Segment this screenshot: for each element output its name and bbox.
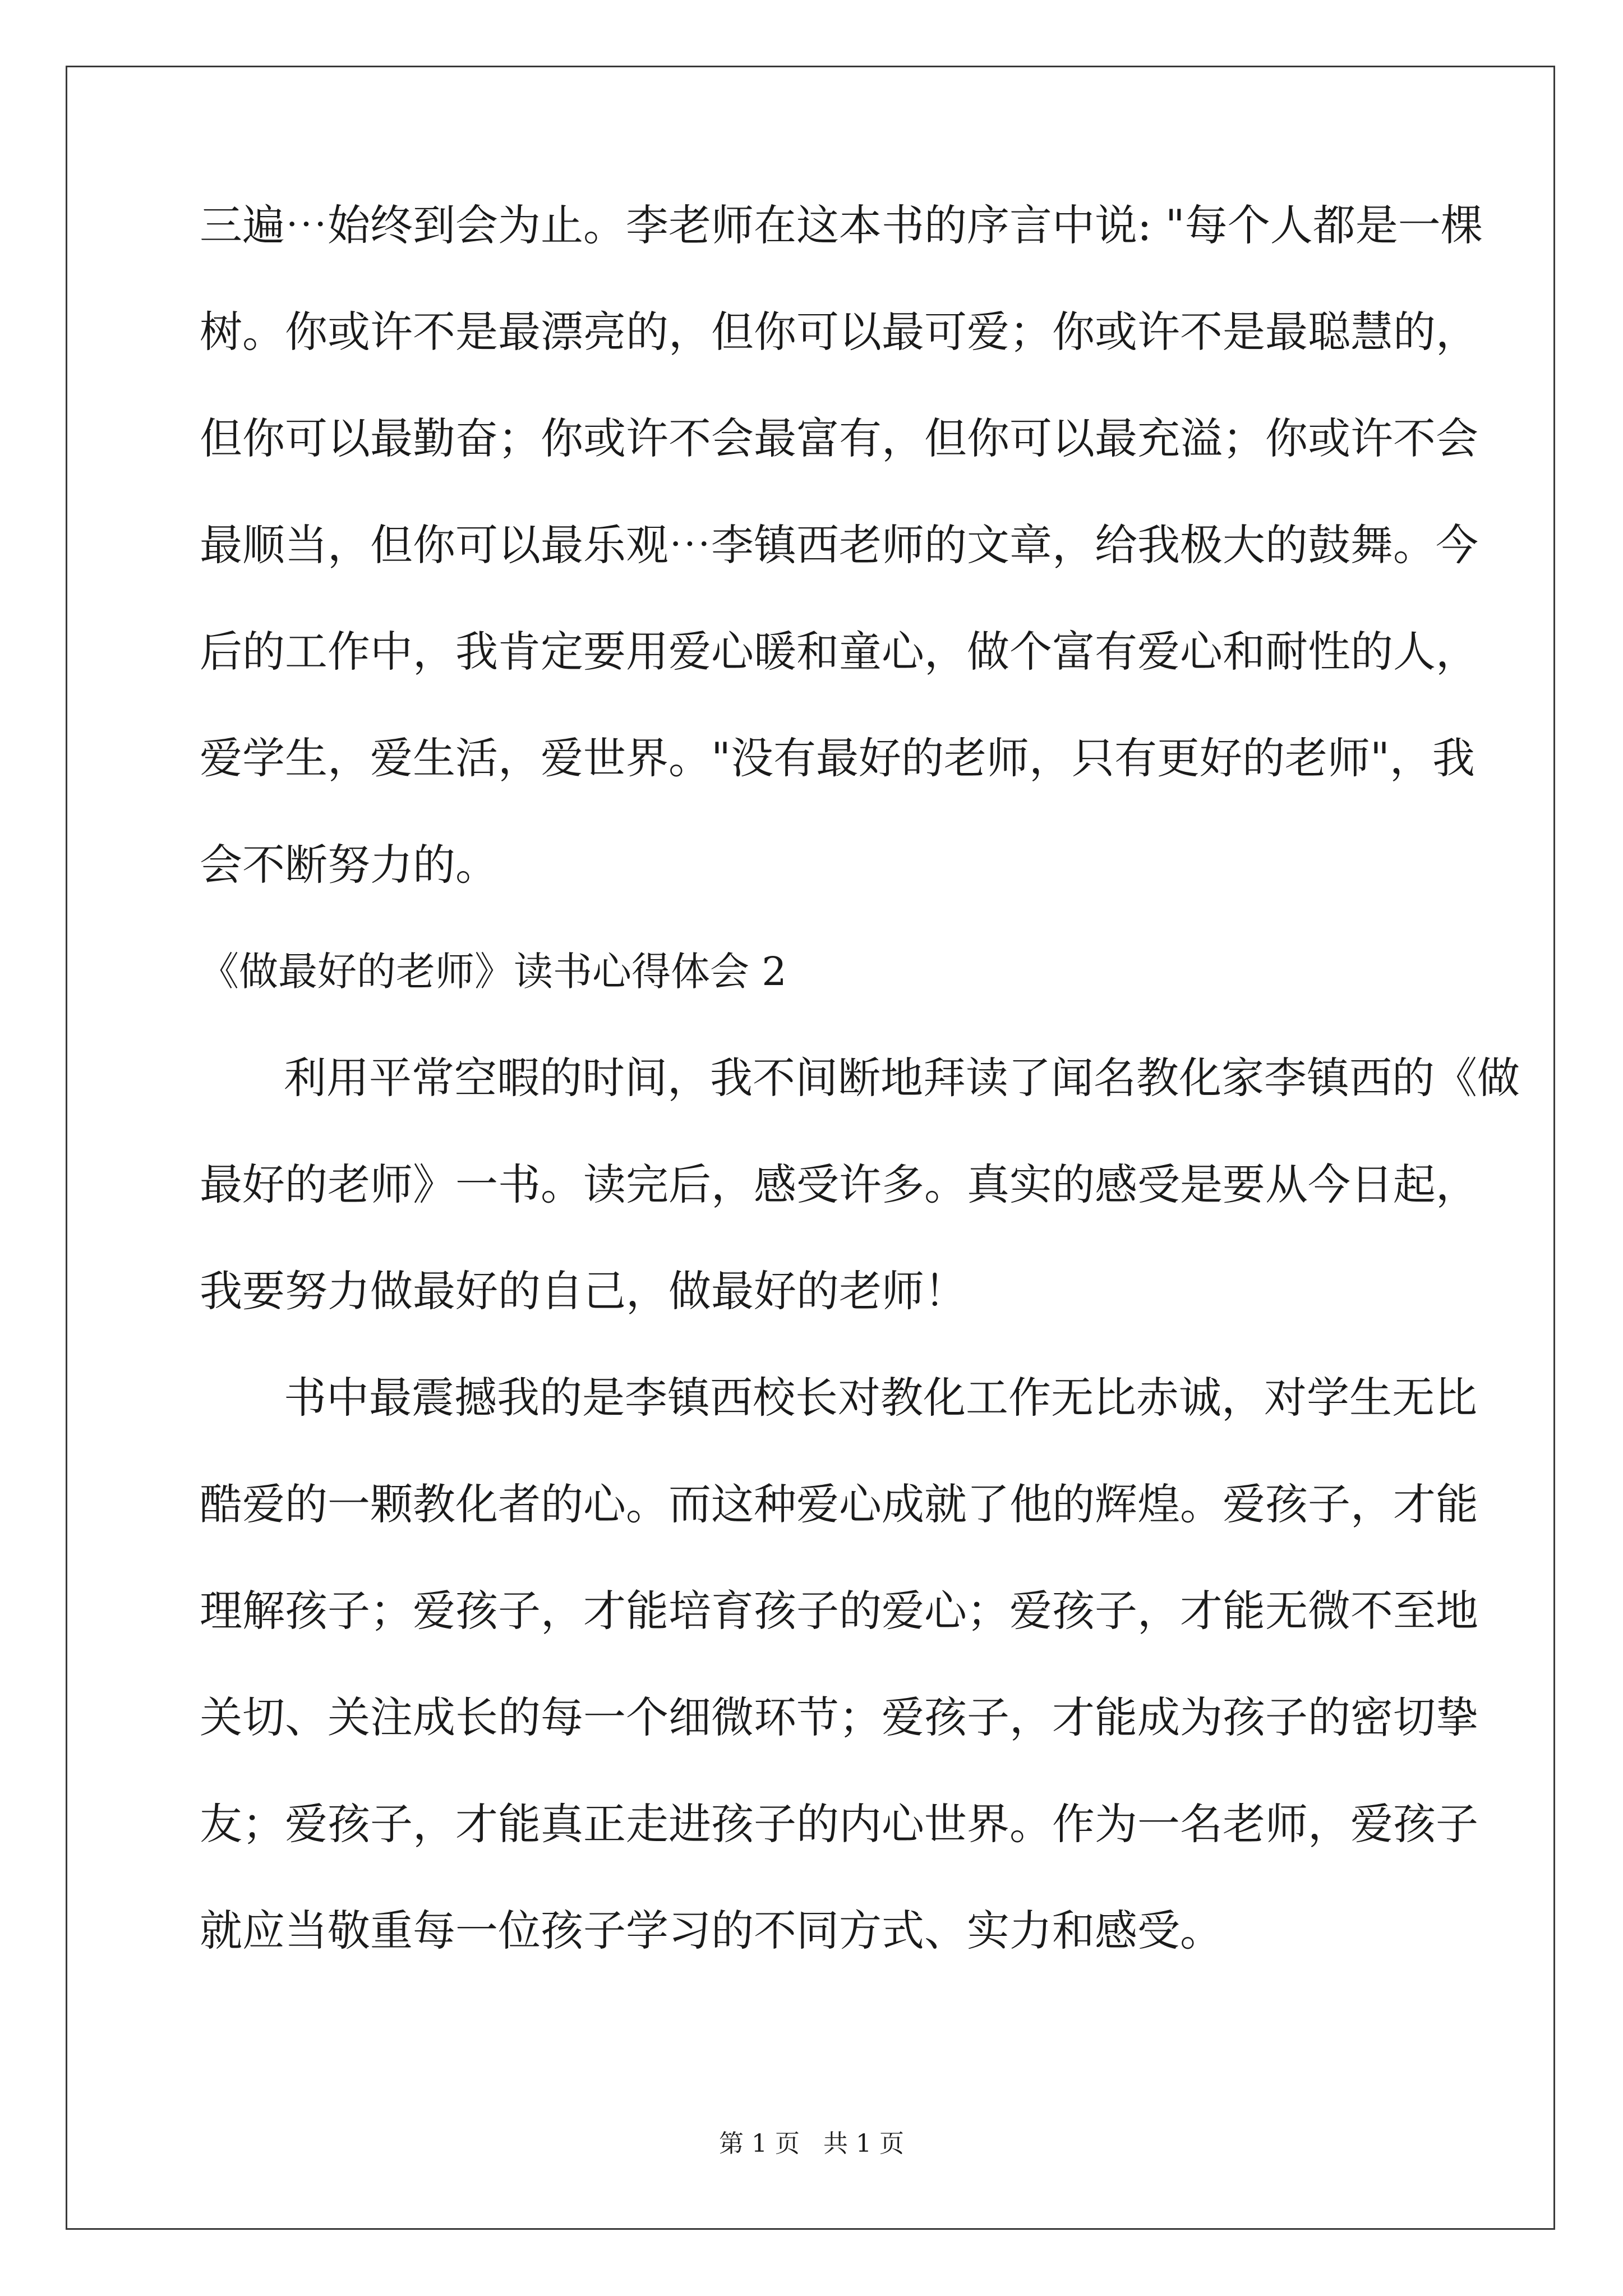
text-line: 树。你或许不是最漂亮的，但你可以最可爱；你或许不是最聪慧的，	[200, 307, 1478, 357]
text-line: 但你可以最勤奋；你或许不会最富有，但你可以最充溢；你或许不会	[200, 413, 1478, 463]
paragraph-line: 理解孩子；爱孩子，才能培育孩子的爱心；爱孩子，才能无微不至地	[200, 1586, 1478, 1636]
page-footer: 第 1 页 共 1 页	[719, 2129, 904, 2158]
paragraph-line: 利用平常空暇的时间，我不间断地拜读了闻名教化家李镇西的《做	[284, 1053, 1520, 1103]
paragraph-line: 书中最震撼我的是李镇西校长对教化工作无比赤诚，对学生无比	[284, 1373, 1477, 1423]
text-line: 最顺当，但你可以最乐观⋯李镇西老师的文章，给我极大的鼓舞。今	[200, 520, 1478, 570]
section-title: 《做最好的老师》读书心得体会 2	[200, 949, 787, 995]
text-line: 三遍⋯始终到会为止。李老师在这本书的序言中说: "每个人都是一棵	[200, 200, 1483, 250]
paragraph-line: 友；爱孩子，才能真正走进孩子的内心世界。作为一名老师，爱孩子	[200, 1799, 1478, 1849]
paragraph-line: 我要努力做最好的自己，做最好的老师！	[200, 1266, 967, 1316]
text-line: 后的工作中，我肯定要用爱心暖和童心，做个富有爱心和耐性的人，	[200, 627, 1478, 677]
paragraph-line: 关切、关注成长的每一个细微环节；爱孩子，才能成为孩子的密切挚	[200, 1692, 1478, 1742]
text-line: 会不断努力的。	[200, 840, 498, 890]
paragraph-line: 酷爱的一颗教化者的心。而这种爱心成就了他的辉煌。爱孩子，才能	[200, 1479, 1478, 1529]
text-line: 爱学生，爱生活，爱世界。"没有最好的老师，只有更好的老师"，我	[200, 733, 1475, 783]
paragraph-line: 最好的老师》一书。读完后，感受许多。真实的感受是要从今日起，	[200, 1159, 1478, 1209]
paragraph-line: 就应当敬重每一位孩子学习的不同方式、实力和感受。	[200, 1906, 1223, 1955]
